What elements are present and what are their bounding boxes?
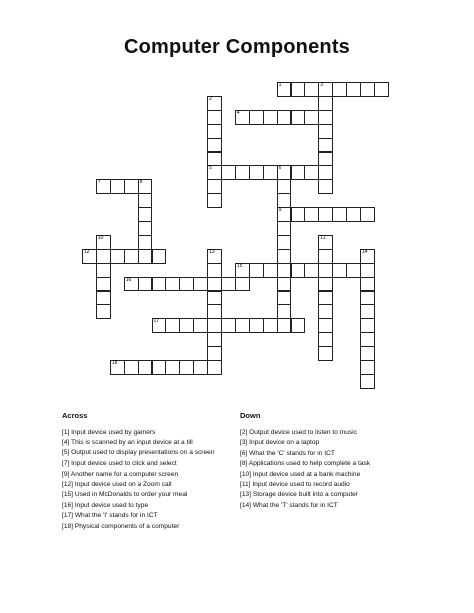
grid-cell[interactable] <box>318 249 333 264</box>
grid-cell[interactable] <box>346 263 361 278</box>
grid-cell[interactable] <box>179 360 194 375</box>
down-clue: [10] Input device used at a bank machine <box>240 470 361 478</box>
across-clue: [15] Used in McDonalds to order your meal <box>62 491 188 499</box>
grid-cell[interactable] <box>152 249 167 264</box>
grid-cell[interactable] <box>360 332 375 347</box>
grid-cell[interactable] <box>277 304 292 319</box>
grid-cell[interactable] <box>360 277 375 292</box>
grid-cell[interactable] <box>235 165 250 180</box>
grid-cell[interactable] <box>138 249 153 264</box>
grid-cell[interactable] <box>304 82 319 97</box>
clue-number: 8 <box>139 179 143 186</box>
grid-cell[interactable] <box>124 249 139 264</box>
grid-cell[interactable] <box>138 235 153 250</box>
grid-cell[interactable] <box>193 318 208 333</box>
grid-cell[interactable] <box>138 193 153 208</box>
grid-cell[interactable] <box>152 360 167 375</box>
clue-number: 1 <box>278 82 282 88</box>
grid-cell[interactable] <box>235 263 250 278</box>
clue-number: 18 <box>111 360 118 366</box>
grid-cell[interactable] <box>235 110 250 125</box>
grid-cell[interactable] <box>360 249 375 264</box>
grid-cell[interactable] <box>207 318 222 333</box>
grid-cell[interactable] <box>277 277 292 292</box>
grid-cell[interactable] <box>207 291 222 306</box>
grid-cell[interactable] <box>165 318 180 333</box>
down-clue: [6] What the 'C' stands for in ICT <box>240 449 335 457</box>
grid-cell[interactable] <box>291 318 306 333</box>
clue-number: 3 <box>320 82 324 88</box>
grid-cell[interactable] <box>304 165 319 180</box>
grid-cell[interactable] <box>152 277 167 292</box>
clue-number: 14 <box>362 248 368 255</box>
grid-cell[interactable] <box>221 318 236 333</box>
across-clue: [4] This is scanned by an input device at a till <box>62 439 193 447</box>
clue-number: 13 <box>209 248 215 255</box>
down-clue: [2] Output device used to listen to music <box>240 429 357 436</box>
grid-cell[interactable] <box>277 249 292 264</box>
grid-cell[interactable] <box>318 304 333 319</box>
grid-cell[interactable] <box>193 360 208 375</box>
grid-cell[interactable] <box>360 263 375 278</box>
grid-cell[interactable] <box>318 346 333 361</box>
grid-cell[interactable] <box>96 235 111 250</box>
grid-cell[interactable] <box>291 263 306 278</box>
grid-cell[interactable] <box>360 360 375 375</box>
grid-cell[interactable] <box>179 277 194 292</box>
grid-cell[interactable] <box>207 165 222 180</box>
clue-number: 16 <box>125 276 132 283</box>
grid-cell[interactable] <box>179 318 194 333</box>
grid-cell[interactable] <box>318 332 333 347</box>
grid-cell[interactable] <box>291 207 306 222</box>
grid-cell[interactable] <box>360 82 375 97</box>
grid-cell[interactable] <box>318 138 333 153</box>
clue-number: 9 <box>278 207 282 214</box>
grid-cell[interactable] <box>207 277 222 292</box>
across-heading: Across <box>62 411 88 420</box>
grid-cell[interactable] <box>304 263 319 278</box>
grid-cell[interactable] <box>318 124 333 139</box>
clue-number: 6 <box>278 165 282 172</box>
grid-cell[interactable] <box>96 249 111 264</box>
grid-cell[interactable] <box>235 277 250 292</box>
grid-cell[interactable] <box>124 179 139 194</box>
grid-cell[interactable] <box>96 179 111 194</box>
grid-cell[interactable] <box>318 263 333 278</box>
grid-cell[interactable] <box>318 318 333 333</box>
grid-cell[interactable] <box>138 179 153 194</box>
grid-cell[interactable] <box>318 207 333 222</box>
grid-cell[interactable] <box>165 277 180 292</box>
grid-cell[interactable] <box>318 152 333 167</box>
grid-cell[interactable] <box>346 207 361 222</box>
grid-cell[interactable] <box>360 346 375 361</box>
grid-cell[interactable] <box>318 291 333 306</box>
grid-cell[interactable] <box>263 318 278 333</box>
grid-cell[interactable] <box>235 318 250 333</box>
grid-cell[interactable] <box>165 360 180 375</box>
grid-cell[interactable] <box>346 82 361 97</box>
clue-number: 11 <box>320 234 326 241</box>
grid-cell[interactable] <box>221 165 236 180</box>
grid-cell[interactable] <box>138 221 153 236</box>
grid-cell[interactable] <box>263 263 278 278</box>
down-clue: [13] Storage device built into a computer <box>240 491 359 499</box>
grid-cell[interactable] <box>318 110 333 125</box>
grid-cell[interactable] <box>138 277 153 292</box>
across-clue: [5] Output used to display presentations on a screen <box>62 448 215 456</box>
grid-cell[interactable] <box>277 165 292 180</box>
grid-cell[interactable] <box>110 360 125 375</box>
grid-cell[interactable] <box>304 207 319 222</box>
grid-cell[interactable] <box>360 291 375 306</box>
clue-number: 4 <box>236 109 240 116</box>
grid-cell[interactable] <box>207 249 222 264</box>
grid-cell[interactable] <box>318 96 333 111</box>
grid-cell[interactable] <box>277 110 292 125</box>
down-clue: [11] Input device used to record audio <box>240 481 350 489</box>
grid-cell[interactable] <box>291 82 306 97</box>
across-clue-list <box>62 428 222 532</box>
grid-cell[interactable] <box>277 263 292 278</box>
grid-cell[interactable] <box>96 304 111 319</box>
clue-number: 2 <box>209 95 212 102</box>
grid-cell[interactable] <box>277 207 292 222</box>
across-clue: [18] Physical components of a computer <box>62 522 180 530</box>
grid-cell[interactable] <box>138 207 153 222</box>
grid-cell[interactable] <box>207 360 222 375</box>
grid-cell[interactable] <box>207 346 222 361</box>
grid-cell[interactable] <box>291 165 306 180</box>
grid-cell[interactable] <box>263 165 278 180</box>
down-clue-list <box>240 428 410 511</box>
grid-cell[interactable] <box>207 179 222 194</box>
grid-cell[interactable] <box>277 193 292 208</box>
grid-cell[interactable] <box>304 110 319 125</box>
clue-number: 15 <box>236 262 243 269</box>
grid-cell[interactable] <box>249 165 264 180</box>
across-clue: [17] What the 'I' stands for in ICT <box>62 512 158 520</box>
grid-cell[interactable] <box>138 360 153 375</box>
grid-cell[interactable] <box>360 374 375 389</box>
across-clue: [9] Another name for a computer screen <box>62 470 179 478</box>
grid-cell[interactable] <box>152 318 167 333</box>
grid-cell[interactable] <box>207 263 222 278</box>
clue-number: 10 <box>97 234 104 241</box>
down-clue: [8] Applications used to help complete a task <box>240 460 371 468</box>
grid-cell[interactable] <box>96 263 111 278</box>
down-clue: [14] What the 'T' stands for in ICT <box>240 501 338 509</box>
clue-number: 7 <box>97 179 101 186</box>
grid-cell[interactable] <box>207 193 222 208</box>
grid-cell[interactable] <box>249 263 264 278</box>
grid-cell[interactable] <box>291 110 306 125</box>
grid-cell[interactable] <box>360 207 375 222</box>
grid-cell[interactable] <box>124 277 139 292</box>
grid-cell[interactable] <box>221 277 236 292</box>
across-clue: [16] Input device used to type <box>62 501 149 509</box>
grid-cell[interactable] <box>207 304 222 319</box>
grid-cell[interactable] <box>318 82 333 97</box>
down-heading: Down <box>240 411 261 420</box>
grid-cell[interactable] <box>332 207 347 222</box>
across-clue: [7] Input device used to click and select <box>62 460 177 468</box>
grid-cell[interactable] <box>207 124 222 139</box>
grid-cell[interactable] <box>277 318 292 333</box>
grid-cell[interactable] <box>249 110 264 125</box>
grid-cell[interactable] <box>82 249 97 264</box>
grid-cell[interactable] <box>96 277 111 292</box>
grid-cell[interactable] <box>277 291 292 306</box>
grid-cell[interactable] <box>318 179 333 194</box>
grid-cell[interactable] <box>249 318 264 333</box>
grid-cell[interactable] <box>332 82 347 97</box>
down-clue: [3] Input device on a laptop <box>240 439 320 447</box>
clue-number: 17 <box>153 318 160 325</box>
grid-cell[interactable] <box>207 152 222 167</box>
grid-cell[interactable] <box>318 277 333 292</box>
grid-cell[interactable] <box>277 235 292 250</box>
grid-cell[interactable] <box>318 235 333 250</box>
across-clue: [1] Input device used by gamers <box>62 429 156 436</box>
grid-cell[interactable] <box>124 360 139 375</box>
grid-cell[interactable] <box>277 221 292 236</box>
grid-cell[interactable] <box>110 179 125 194</box>
grid-cell[interactable] <box>360 304 375 319</box>
grid-cell[interactable] <box>193 277 208 292</box>
across-clue: [12] Input device used on a Zoom call <box>62 481 172 489</box>
grid-cell[interactable] <box>332 263 347 278</box>
grid-cell[interactable] <box>360 318 375 333</box>
grid-cell[interactable] <box>110 249 125 264</box>
grid-cell[interactable] <box>96 291 111 306</box>
grid-cell[interactable] <box>207 96 222 111</box>
grid-cell[interactable] <box>207 110 222 125</box>
grid-cell[interactable] <box>263 110 278 125</box>
clue-number: 5 <box>209 165 212 172</box>
grid-cell[interactable] <box>207 332 222 347</box>
grid-cell[interactable] <box>277 82 292 97</box>
puzzle-title: Computer Components <box>123 36 351 58</box>
grid-cell[interactable] <box>207 138 222 153</box>
grid-cell[interactable] <box>374 82 389 97</box>
grid-cell[interactable] <box>318 165 333 180</box>
grid-cell[interactable] <box>277 179 292 194</box>
clue-number: 12 <box>84 248 90 255</box>
